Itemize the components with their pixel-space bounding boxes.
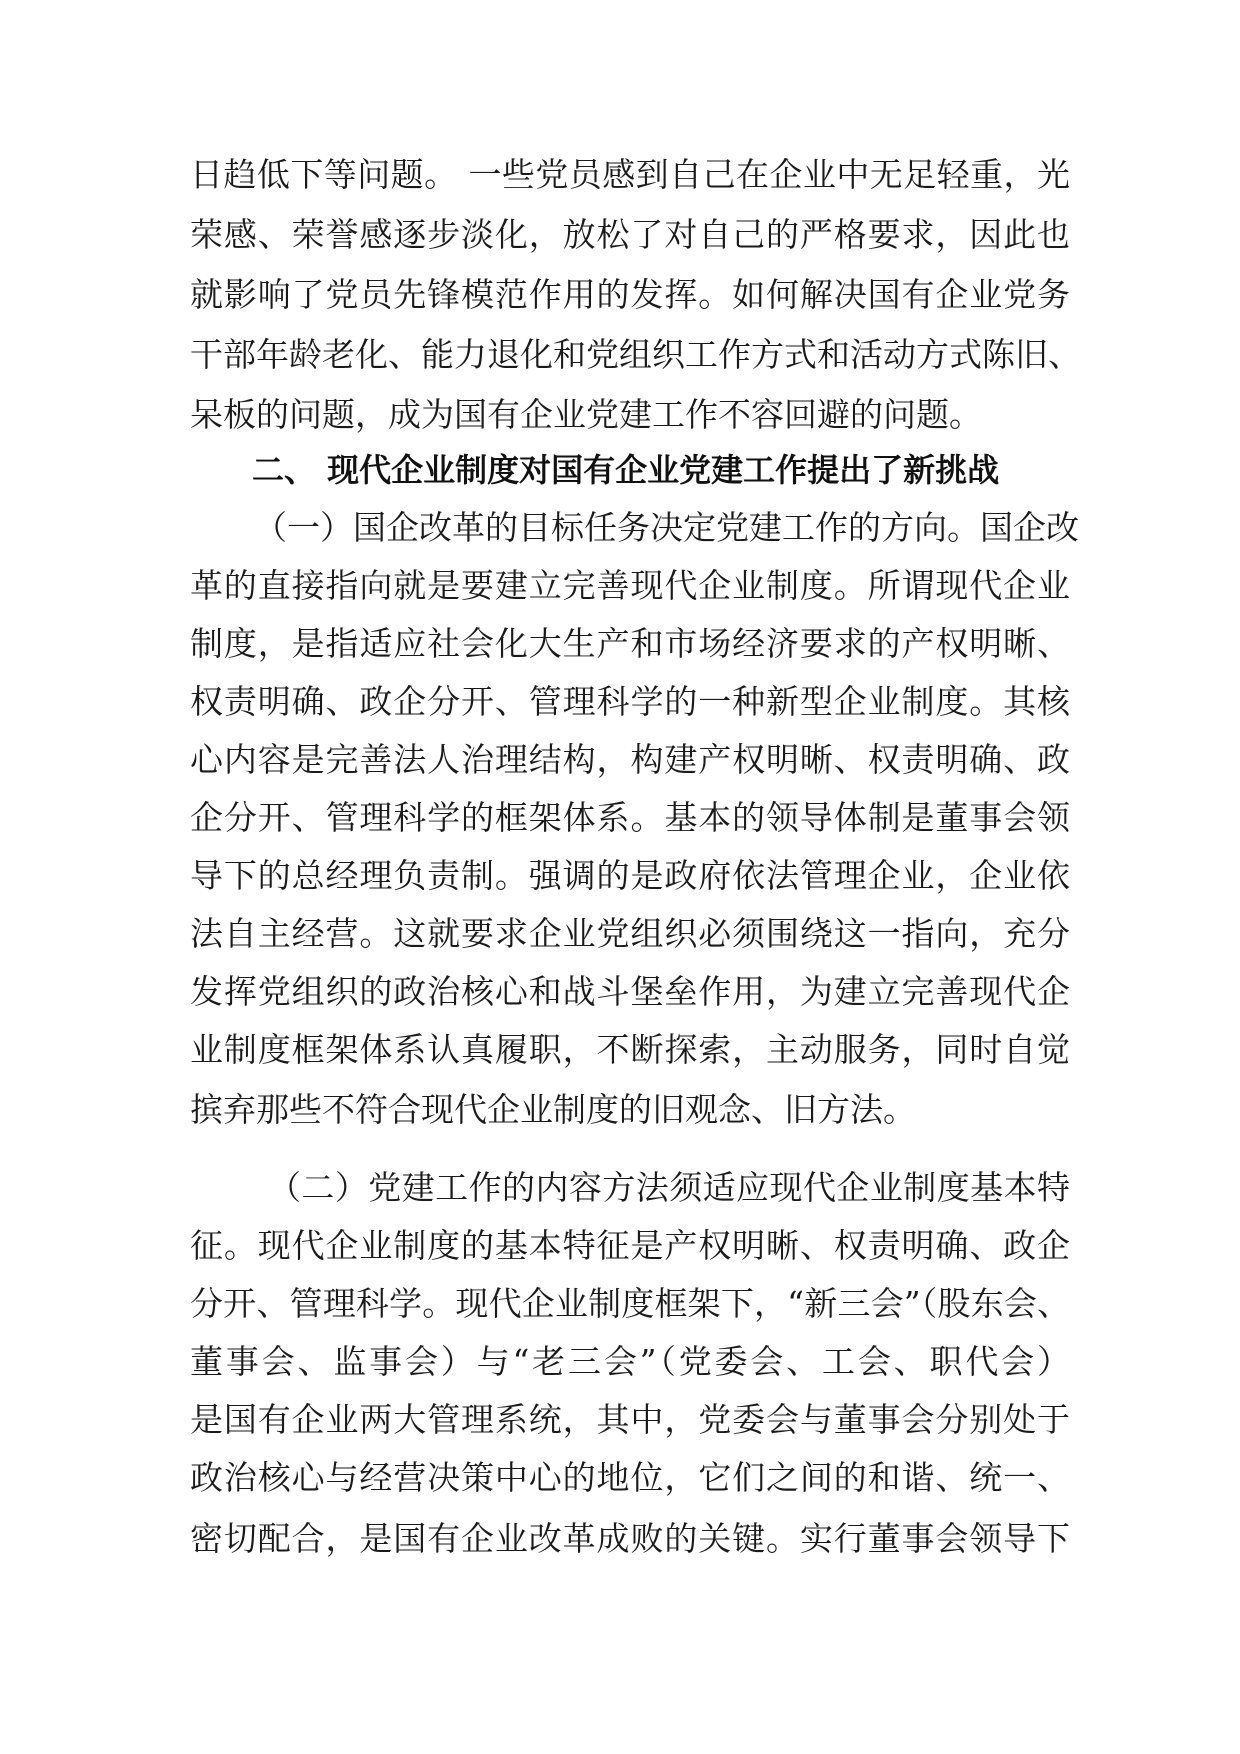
paragraph-line: （一）国企改革的目标任务决定党建工作的方向。国企改 bbox=[254, 508, 1079, 547]
paragraph-line: 董事会、监事会）与“老三会”（党委会、工会、职代会） bbox=[190, 1342, 1070, 1381]
paragraph-line: 分开、管理科学。现代企业制度框架下，“新三会”（股东会、 bbox=[190, 1284, 1070, 1323]
section-heading: 二、 现代企业制度对国有企业党建工作提出了新挑战 bbox=[252, 451, 1000, 489]
paragraph-line: 政治核心与经营决策中心的地位，它们之间的和谐、统一、 bbox=[190, 1458, 1070, 1497]
paragraph-line: 制度，是指适应社会化大生产和市场经济要求的产权明晰、 bbox=[190, 624, 1070, 663]
paragraph-line: 企分开、管理科学的框架体系。基本的领导体制是董事会领 bbox=[190, 798, 1070, 837]
paragraph-line: 发挥党组织的政治核心和战斗堡垒作用，为建立完善现代企 bbox=[190, 972, 1070, 1011]
paragraph-line: 导下的总经理负责制。强调的是政府依法管理企业，企业依 bbox=[190, 856, 1070, 895]
paragraph-line: 荣感、荣誉感逐步淡化，放松了对自己的严格要求，因此也 bbox=[190, 215, 1070, 254]
paragraph-line: 革的直接指向就是要建立完善现代企业制度。所谓现代企业 bbox=[190, 566, 1070, 605]
paragraph-line: 干部年龄老化、能力退化和党组织工作方式和活动方式陈旧、 bbox=[190, 335, 1081, 374]
paragraph-line: 权责明确、政企分开、管理科学的一种新型企业制度。其核 bbox=[190, 682, 1070, 721]
paragraph-line: 业制度框架体系认真履职，不断探索，主动服务，同时自觉 bbox=[190, 1030, 1070, 1069]
paragraph-line: 摈弃那些不符合现代企业制度的旧观念、旧方法。 bbox=[190, 1090, 916, 1129]
paragraph-line: 呆板的问题，成为国有企业党建工作不容回避的问题。 bbox=[190, 395, 982, 434]
paragraph-line: 是国有企业两大管理系统，其中，党委会与董事会分别处于 bbox=[190, 1400, 1070, 1439]
paragraph-line: 征。现代企业制度的基本特征是产权明晰、权责明确、政企 bbox=[190, 1226, 1070, 1265]
paragraph-line: 心内容是完善法人治理结构，构建产权明晰、权责明确、政 bbox=[190, 740, 1070, 779]
paragraph-line: 就影响了党员先锋模范作用的发挥。如何解决国有企业党务 bbox=[190, 275, 1070, 314]
paragraph-line: （二）党建工作的内容方法须适应现代企业制度基本特 bbox=[268, 1168, 1070, 1207]
paragraph-line: 日趋低下等问题。 一些党员感到自己在企业中无足轻重，光 bbox=[190, 155, 1070, 194]
paragraph-line: 密切配合，是国有企业改革成败的关键。实行董事会领导下 bbox=[190, 1519, 1070, 1558]
paragraph-line: 法自主经营。这就要求企业党组织必须围绕这一指向，充分 bbox=[190, 914, 1070, 953]
